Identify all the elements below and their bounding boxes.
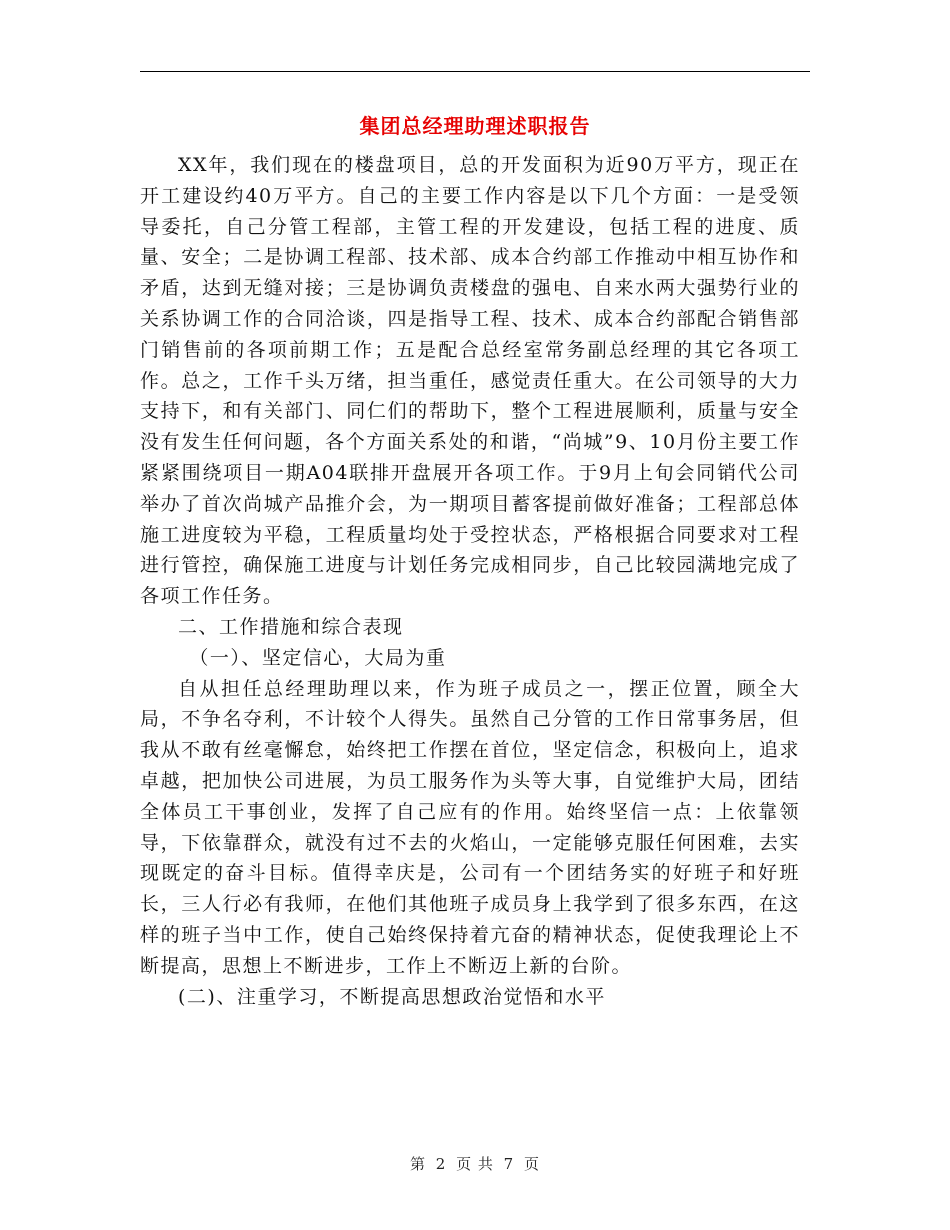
subsection-heading-2: (二)、注重学习，不断提高思想政治觉悟和水平 <box>178 985 606 1008</box>
footer-middle: 页 共 <box>456 1155 494 1173</box>
footer-total-pages: 7 <box>503 1155 515 1173</box>
paragraph-subsection-1: 自从担任总经理助理以来，作为班子成员之一，摆正位置，顾全大局，不争名夺利，不计较个人得失。虽然自己分管的工作日常事务居，但我从不敢有丝毫懈怠，始终把工作摆在首位，坚定信念，积极向上，追求卓越，把加快公司进展，为员工服务作为头等大事，自觉维护大局，团结全体员工干事创业，发挥了自己应有的作用。始终坚信一点：上依靠领导，下依靠群众，就没有过不去的火焰山，一定能够克服任何困难，去实现既定的奋斗目标。值得幸庆是，公司有一个团结务实的好班子和好班长，三人行必有我师，在他们其他班子成员身上我学到了很多东西，在这样的班子当中工作，使自己始终保持着亢奋的精神状态，促使我理论上不断提高，思想上不断进步，工作上不断迈上新的台阶。 <box>140 677 800 977</box>
footer-current-page: 2 <box>435 1155 447 1173</box>
document-title: 集团总经理助理述职报告 <box>359 114 591 138</box>
page-footer <box>0 1153 950 1174</box>
document-body <box>140 150 800 1012</box>
section-heading: 二、工作措施和综合表现 <box>178 615 404 638</box>
footer-suffix: 页 <box>524 1155 541 1173</box>
footer-prefix: 第 <box>409 1155 426 1173</box>
header-rule <box>140 71 810 72</box>
subsection-heading-1: （一）、坚定信心，大局为重 <box>189 646 447 669</box>
paragraph-intro: XX年，我们现在的楼盘项目，总的开发面积为近90万平方，现正在开工建设约40万平方。自己的主要工作内容是以下几个方面：一是受领导委托，自己分管工程部，主管工程的开发建设，包括工程的进度、质量、安全；二是协调工程部、技术部、成本合约部工作推动中相互协作和矛盾，达到无缝对接；三是协调负责楼盘的强电、自来水两大强势行业的关系协调工作的合同洽谈，四是指导工程、技术、成本合约部配合销售部门销售前的各项前期工作；五是配合总经室常务副总经理的其它各项工作。总之，工作千头万绪，担当重任，感觉责任重大。在公司领导的大力支持下，和有关部门、同仁们的帮助下，整个工程进展顺利，质量与安全没有发生任何问题，各个方面关系处的和谐，“尚城”9、10月份主要工作紧紧围绕项目一期A04联排开盘展开各项工作。于9月上旬会同销代公司举办了首次尚城产品推介会，为一期项目蓄客提前做好准备；工程部总体施工进度较为平稳，工程质量均处于受控状态，严格根据合同要求对工程进行管控，确保施工进度与计划任务完成相同步，自己比较园满地完成了各项工作任务。 <box>140 154 800 608</box>
